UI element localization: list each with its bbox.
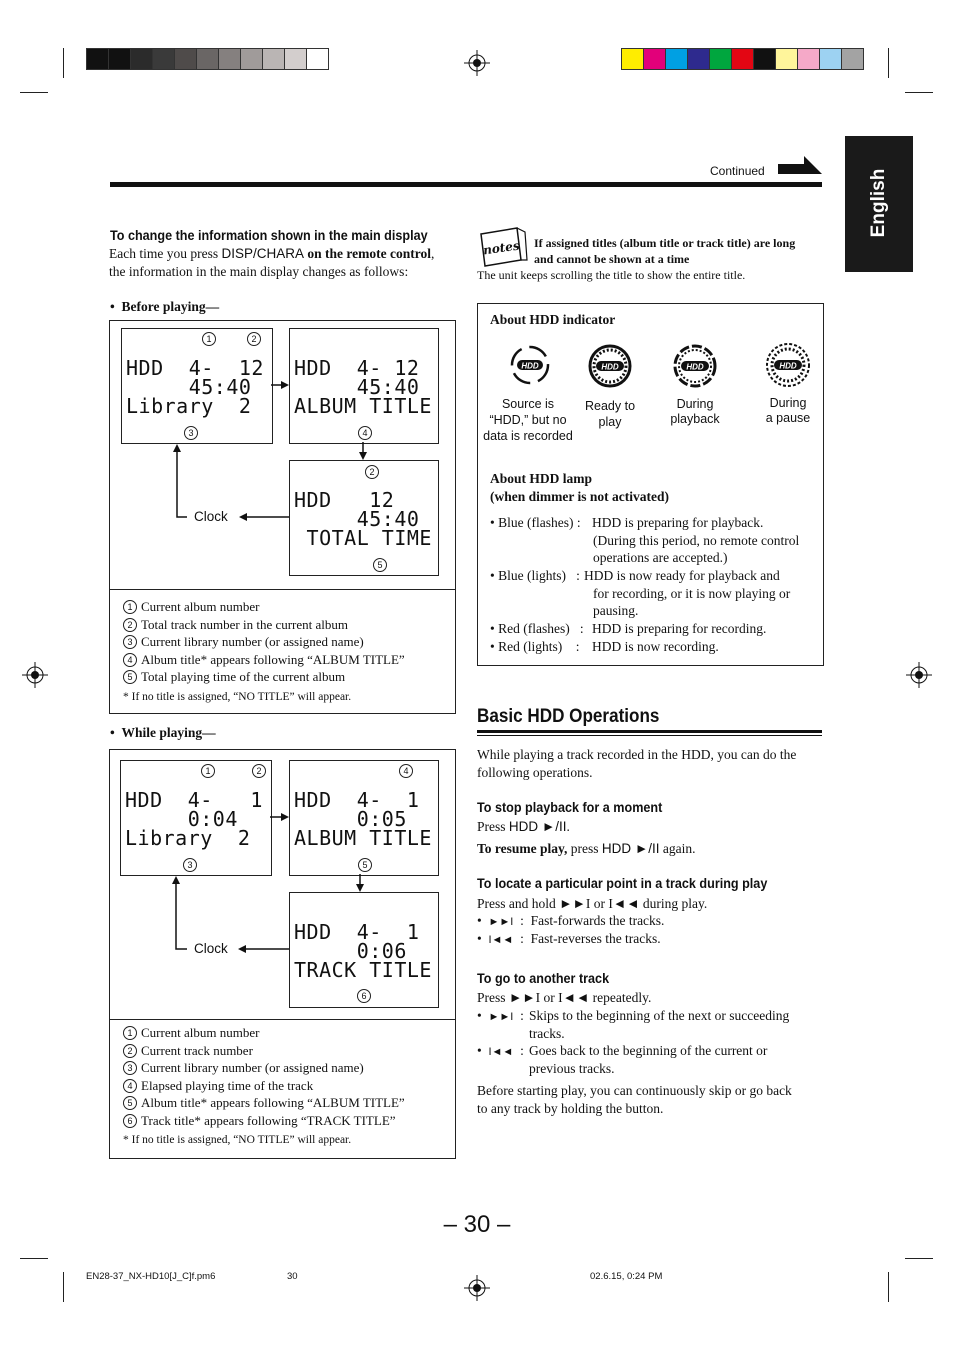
- legend-number: 4: [123, 1079, 137, 1093]
- legend-item: [123, 1059, 405, 1077]
- goto-item: [477, 1042, 822, 1078]
- legend-text: Elapsed playing time of the track: [141, 1077, 314, 1093]
- outro-line: Before starting play, you can continuously skip or go back: [477, 1083, 792, 1098]
- icon-caption: [570, 398, 650, 430]
- lamp-desc: pausing.: [593, 603, 639, 618]
- legend-text: Total track number in the current album: [141, 616, 349, 632]
- callout-4: 4: [399, 764, 413, 778]
- caption-line: Source is: [501, 397, 555, 411]
- caption-line: Ready to: [584, 399, 636, 413]
- color-swatch: [775, 48, 798, 70]
- legend-number: 4: [123, 653, 137, 667]
- caption-line: a pause: [765, 411, 811, 425]
- callout-1: 1: [202, 332, 216, 346]
- icon-caption: [748, 396, 828, 426]
- legend-number: 2: [123, 1044, 137, 1058]
- intro-bold: on the remote control: [304, 246, 431, 261]
- fast-forward-symbol: ►►I: [488, 916, 514, 928]
- legend-text: Total playing time of the current album: [141, 669, 346, 684]
- registration-mark-icon: [906, 662, 932, 688]
- lamp-item: [490, 638, 820, 656]
- lcd-line: 45:40: [126, 375, 252, 399]
- lcd-line: ALBUM TITLE: [294, 826, 432, 850]
- lcd-line: HDD 12: [294, 488, 395, 512]
- legend-item: [123, 1042, 405, 1060]
- crop-mark: [888, 48, 889, 78]
- color-swatch: [152, 48, 175, 70]
- legend-item: [123, 668, 405, 686]
- crop-mark: [20, 1258, 48, 1259]
- english-tab-label: English: [868, 168, 889, 238]
- color-swatch: [86, 48, 109, 70]
- callout-3: 3: [184, 426, 198, 440]
- lcd-line: TOTAL TIME: [294, 526, 432, 550]
- notes-label: notes: [482, 238, 521, 258]
- color-swatch: [240, 48, 263, 70]
- registration-mark-icon: [22, 662, 48, 688]
- color-swatch: [218, 48, 241, 70]
- lamp-label: • Blue (lights) :: [490, 568, 580, 583]
- legend-text: Current library number (or assigned name): [141, 1060, 364, 1075]
- goto-item-text: Goes back to the beginning of the current or: [529, 1043, 768, 1058]
- section-rule-thin: [477, 735, 822, 736]
- legend-number: 3: [123, 635, 137, 649]
- callout-3: 3: [183, 858, 197, 872]
- hdd-pause-icon: [765, 342, 811, 388]
- color-swatch: [819, 48, 842, 70]
- footer-page: 30: [287, 1271, 298, 1282]
- caption-line: play: [598, 415, 622, 429]
- callout-4: 4: [358, 426, 372, 440]
- goto-item: [477, 1007, 822, 1043]
- lamp-title-line: About HDD lamp: [490, 471, 593, 486]
- while-playing-heading: • While playing—: [110, 725, 216, 740]
- lamp-label: • Red (flashes) :: [490, 621, 584, 636]
- color-swatch: [687, 48, 710, 70]
- callout-2: 2: [252, 764, 266, 778]
- legend-item: [123, 1077, 405, 1095]
- basic-outro: [477, 1082, 792, 1117]
- lcd-line: HDD 4- 1: [125, 788, 263, 812]
- hdd-ready-icon: [588, 344, 632, 388]
- locate-item-text: Fast-reverses the tracks.: [530, 931, 661, 946]
- lcd-line: HDD 4- 12: [126, 356, 264, 380]
- color-swatch: [797, 48, 820, 70]
- stop-text-pre: Press: [477, 819, 509, 834]
- lcd-line: 0:04: [125, 807, 238, 831]
- caption-line: “HDD,” but no: [489, 413, 567, 427]
- locate-item: • ►►I : Fast-forwards the tracks.: [477, 913, 665, 928]
- hdd-play-pause-key: HDD ►/II: [508, 819, 567, 834]
- lcd-line: Library 2: [126, 394, 252, 418]
- notes-bold-1: If assigned titles (album title or track title) are long: [534, 236, 796, 250]
- hdd-info-box: [477, 303, 824, 666]
- lcd-line: HDD 4- 1: [294, 920, 420, 944]
- skip-forward-symbol: ►►I: [488, 1011, 514, 1023]
- left-section-title: To change the information shown in the main display: [110, 227, 428, 243]
- registration-mark-icon: [464, 1275, 490, 1301]
- registration-mark-icon: [464, 50, 490, 76]
- locate-item: • I◄◄ : Fast-reverses the tracks.: [477, 931, 661, 946]
- goto-item-text: previous tracks.: [529, 1060, 615, 1076]
- crop-mark: [63, 48, 64, 78]
- legend-number: 6: [123, 1114, 137, 1128]
- color-swatch: [306, 48, 329, 70]
- notes-text: The unit keeps scrolling the title to show the entire title.: [477, 268, 746, 282]
- intro-line: While playing a track recorded in the HDD, you can do the: [477, 747, 797, 762]
- legend-item: [123, 1024, 405, 1042]
- color-swatch: [841, 48, 864, 70]
- continued-arrow-icon: [778, 156, 822, 180]
- lcd-line: HDD 4- 1: [294, 788, 420, 812]
- legend-text: Current track number: [141, 1042, 253, 1058]
- icon-caption: [478, 396, 578, 444]
- resume-post: again.: [659, 841, 696, 856]
- while-legend: [123, 1024, 405, 1150]
- color-swatch: [196, 48, 219, 70]
- svg-text:HDD: HDD: [521, 361, 539, 371]
- fast-reverse-symbol: I◄◄: [488, 934, 514, 946]
- lamp-title-line: (when dimmer is not activated): [490, 488, 669, 504]
- lamp-desc: HDD is preparing for recording.: [592, 621, 767, 636]
- intro-text: Each time you press: [109, 246, 222, 261]
- svg-text:HDD: HDD: [601, 362, 619, 372]
- clock-label: Clock: [194, 941, 228, 956]
- intro-line: following operations.: [477, 764, 593, 780]
- color-swatch: [621, 48, 644, 70]
- caption-line: During: [676, 397, 714, 411]
- goto-item-text: Skips to the beginning of the next or succeeding: [529, 1008, 790, 1023]
- locate-text: Press and hold ►►I or I◄◄ during play.: [477, 896, 708, 911]
- svg-text:HDD: HDD: [686, 362, 704, 372]
- goto-text: Press ►►I or I◄◄ repeatedly.: [477, 990, 652, 1005]
- goto-item-text: tracks.: [529, 1025, 565, 1041]
- legend-text: Album title* appears following “ALBUM TITLE”: [141, 1095, 405, 1110]
- lamp-list: [490, 514, 820, 655]
- resume-text: [477, 840, 696, 858]
- crop-mark: [20, 92, 48, 93]
- lcd-line: TRACK TITLE: [294, 958, 432, 982]
- while-playing-panel: [109, 749, 456, 1159]
- basic-section-title: Basic HDD Operations: [477, 706, 660, 727]
- legend-note: * If no title is assigned, “NO TITLE” will appear.: [123, 1134, 352, 1146]
- lamp-desc: for recording, or it is now playing or: [593, 585, 791, 601]
- flow-arrows: [110, 750, 455, 1020]
- stop-heading: To stop playback for a moment: [477, 799, 663, 815]
- header-rule: [110, 182, 822, 187]
- resume-pre: press: [567, 841, 602, 856]
- legend-item: [123, 1094, 405, 1112]
- legend-item: [123, 633, 405, 651]
- left-intro: [109, 245, 434, 280]
- lamp-item: [490, 620, 820, 638]
- hdd-plain-icon: [509, 344, 551, 386]
- color-swatch: [643, 48, 666, 70]
- before-heading-text: Before playing—: [121, 299, 220, 314]
- before-legend: [123, 598, 405, 706]
- notes-bold-2: and cannot be shown at a time: [534, 252, 690, 266]
- lcd-line: 45:40: [294, 507, 420, 531]
- color-swatch: [665, 48, 688, 70]
- legend-item: [123, 598, 405, 616]
- stop-text-post: .: [566, 819, 570, 834]
- legend-number: 1: [123, 600, 137, 614]
- lamp-desc: operations are accepted.): [593, 550, 728, 565]
- color-swatch: [753, 48, 776, 70]
- outro-line: to any track by holding the button.: [477, 1100, 664, 1116]
- intro-text: ,: [431, 246, 435, 261]
- callout-6: 6: [357, 989, 371, 1003]
- legend-item: [123, 616, 405, 634]
- crop-mark: [905, 1258, 933, 1259]
- skip-back-symbol: I◄◄: [488, 1046, 514, 1058]
- icon-caption: [655, 397, 735, 427]
- page-number: – 30 –: [443, 1211, 511, 1238]
- caption-line: During: [769, 396, 807, 410]
- footer-date: 02.6.15, 0:24 PM: [590, 1271, 663, 1282]
- basic-intro: [477, 746, 796, 781]
- lcd-line: HDD 4- 12: [294, 356, 420, 380]
- legend-item: [123, 1112, 405, 1130]
- color-swatch: [130, 48, 153, 70]
- lcd-line: 0:05: [294, 807, 407, 831]
- before-playing-panel: [109, 320, 456, 714]
- lamp-desc: HDD is now ready for playback and: [584, 568, 780, 583]
- legend-number: 3: [123, 1061, 137, 1075]
- panel-divider: [110, 1019, 455, 1020]
- color-swatch: [108, 48, 131, 70]
- lcd-line: 0:06: [294, 939, 407, 963]
- callout-2: 2: [365, 465, 379, 479]
- color-swatch: [174, 48, 197, 70]
- callout-1: 1: [201, 764, 215, 778]
- before-playing-heading: • Before playing—: [110, 299, 220, 314]
- color-swatch: [262, 48, 285, 70]
- legend-text: Current album number: [141, 599, 260, 614]
- lamp-item: [490, 567, 820, 620]
- lcd-line: Library 2: [125, 826, 251, 850]
- continued-label: Continued: [710, 164, 765, 178]
- crop-mark: [63, 1272, 64, 1302]
- disp-chara-key: DISP/CHARA: [221, 246, 305, 261]
- crop-mark: [888, 1272, 889, 1302]
- lcd-line: 45:40: [294, 375, 420, 399]
- legend-number: 5: [123, 1096, 137, 1110]
- lamp-label: • Blue (flashes) :: [490, 515, 581, 530]
- stop-text: [477, 818, 570, 836]
- color-swatch: [709, 48, 732, 70]
- lamp-title: [490, 470, 669, 505]
- goto-bullet: • I◄◄ :: [477, 1043, 524, 1058]
- callout-5: 5: [358, 858, 372, 872]
- footer-file: EN28-37_NX-HD10[J_C]f.pm6: [86, 1271, 216, 1282]
- callout-5: 5: [373, 558, 387, 572]
- goto-heading: To go to another track: [477, 970, 610, 986]
- section-rule: [477, 730, 822, 733]
- flow-arrows: [110, 321, 455, 591]
- lamp-label: • Red (lights) :: [490, 638, 580, 654]
- goto-bullet: • ►►I :: [477, 1008, 524, 1023]
- lamp-item: [490, 514, 820, 567]
- color-swatch: [284, 48, 307, 70]
- legend-note: * If no title is assigned, “NO TITLE” will appear.: [123, 690, 352, 703]
- crop-mark: [905, 92, 933, 93]
- hdd-play-pause-key: HDD ►/II: [601, 841, 660, 856]
- legend-number: 1: [123, 1026, 137, 1040]
- caption-line: playback: [670, 412, 720, 426]
- panel-divider: [110, 589, 455, 590]
- clock-label: Clock: [194, 509, 228, 524]
- indicator-title: About HDD indicator: [490, 312, 616, 327]
- lamp-desc: HDD is now recording.: [592, 638, 719, 654]
- lamp-desc: HDD is preparing for playback.: [592, 515, 764, 530]
- legend-number: 2: [123, 618, 137, 632]
- locate-heading: To locate a particular point in a track during play: [477, 875, 768, 891]
- intro-line2: the information in the main display changes as follows:: [109, 263, 409, 279]
- caption-line: data is recorded: [483, 429, 573, 443]
- lamp-desc: (During this period, no remote control: [593, 532, 800, 548]
- resume-bold: To resume play,: [477, 841, 568, 856]
- locate-item-text: Fast-forwards the tracks.: [530, 913, 665, 928]
- while-heading-text: While playing—: [121, 725, 216, 740]
- legend-text: Current album number: [141, 1025, 260, 1040]
- legend-text: Album title* appears following “ALBUM TITLE”: [141, 651, 405, 667]
- english-tab: [845, 136, 913, 272]
- color-swatch: [731, 48, 754, 70]
- callout-2: 2: [247, 332, 261, 346]
- legend-item: [123, 651, 405, 669]
- hdd-playing-icon: [673, 344, 717, 388]
- lcd-line: ALBUM TITLE: [294, 394, 432, 418]
- legend-text: Current library number (or assigned name): [141, 634, 364, 649]
- svg-text:HDD: HDD: [779, 361, 797, 371]
- legend-text: Track title* appears following “TRACK TITLE”: [141, 1112, 396, 1128]
- legend-number: 5: [123, 670, 137, 684]
